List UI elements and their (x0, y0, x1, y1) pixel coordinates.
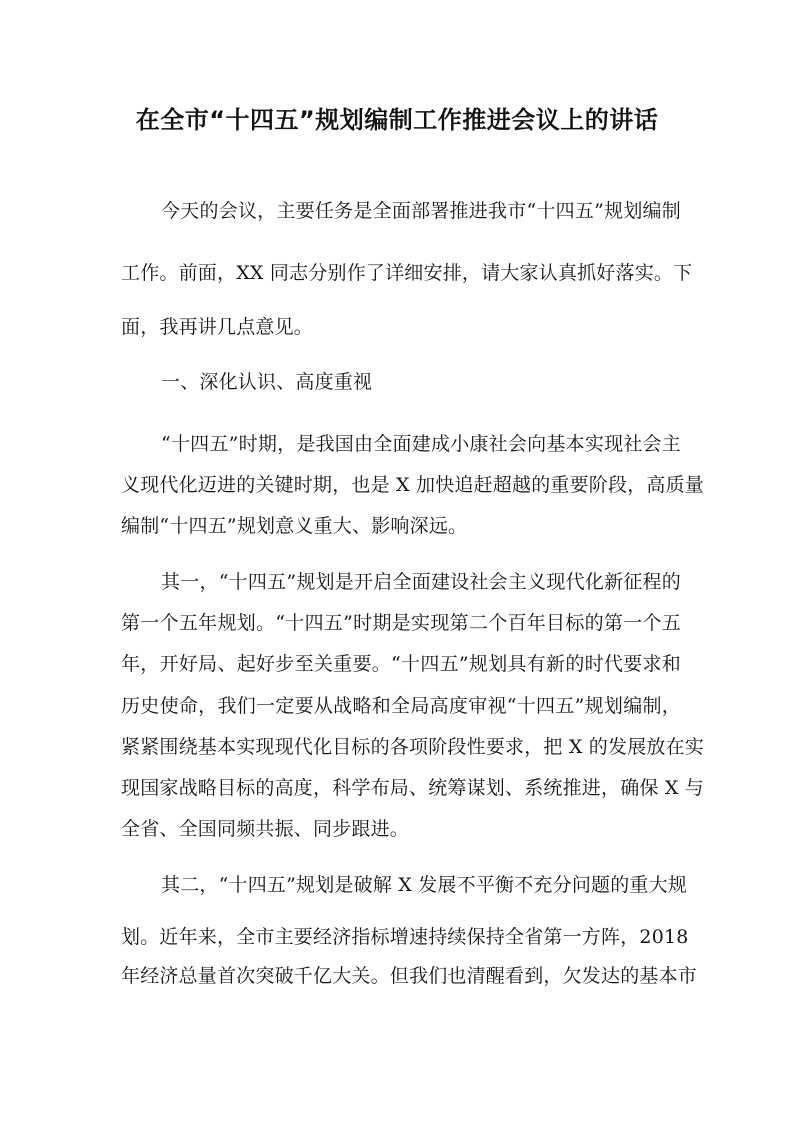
paragraph-3-line-1: 其一，“十四五”规划是开启全面建设社会主义现代化新征程的 (161, 571, 681, 593)
paragraph-2-line-1: “十四五”时期，是我国由全面建成小康社会向基本实现社会主 (161, 433, 681, 455)
paragraph-3-line-7: 全省、全国同频共振、同步跟进。 (121, 818, 410, 840)
document-title: 在全市“十四五”规划编制工作推进会议上的讲话 (135, 106, 659, 134)
paragraph-1-line-3: 面，我再讲几点意见。 (121, 316, 314, 338)
paragraph-1-line-2: 工作。前面，XX 同志分别作了详细安排，请大家认真抓好落实。下 (121, 262, 693, 284)
paragraph-3-line-5: 紧紧围绕基本实现现代化目标的各项阶段性要求，把 X 的发展放在实 (121, 736, 705, 758)
paragraph-3-line-3: 年，开好局、起好步至关重要。“十四五”规划具有新的时代要求和 (121, 653, 681, 675)
paragraph-3-line-6: 现国家战略目标的高度，科学布局、统筹谋划、系统推进，确保 X 与 (121, 777, 705, 799)
paragraph-2-line-3: 编制“十四五”规划意义重大、影响深远。 (121, 515, 468, 537)
paragraph-3-line-2: 第一个五年规划。“十四五”时期是实现第二个百年目标的第一个五 (121, 612, 681, 634)
paragraph-4-line-1: 其二，“十四五”规划是破解 X 发展不平衡不充分问题的重大规 (161, 874, 688, 896)
paragraph-4-line-2: 划。近年来，全市主要经济指标增速持续保持全省第一方阵，2018 (121, 926, 689, 948)
paragraph-4-line-3: 年经济总量首次突破千亿大关。但我们也清醒看到，欠发达的基本市 (121, 965, 698, 987)
paragraph-2-line-2: 义现代化迈进的关键时期，也是 X 加快追赶超越的重要阶段，高质量 (121, 474, 705, 496)
section-heading: 一、深化认识、高度重视 (161, 371, 373, 393)
paragraph-1-line-1: 今天的会议，主要任务是全面部署推进我市“十四五”规划编制 (161, 200, 681, 222)
paragraph-3-line-4: 历史使命，我们一定要从战略和全局高度审视“十四五”规划编制， (121, 695, 681, 717)
